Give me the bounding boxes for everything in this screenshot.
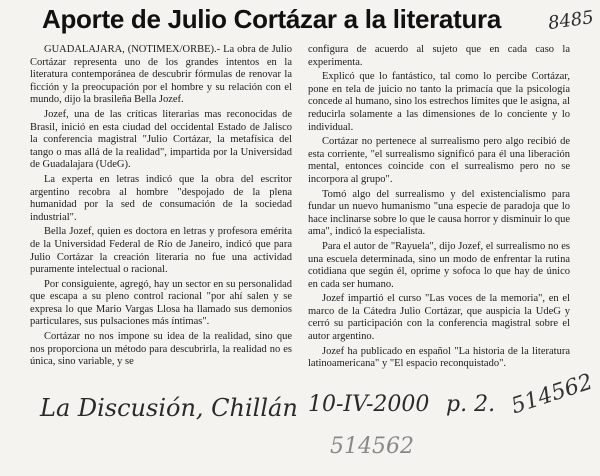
paragraph: Jozef ha publicado en español "La historia de la literatura latinoamericana" y "El espacio reconquistado". [308, 345, 570, 370]
paragraph: Para el autor de "Rayuela", dijo Jozef, el surrealismo no es una escuela determinada, sino un modo de enfrentar la rutina cotidiana que según él, oprime y sofoca lo que hay de único en cada ser humano. [308, 240, 570, 290]
paragraph: La experta en letras indicó que la obra del escritor argentino recobra al hombre "despojado de la plena humanidad por la sed de consumación de la sociedad industrial". [30, 173, 292, 223]
article-column-right [308, 44, 570, 373]
paragraph: Por consiguiente, agregó, hay un sector en su personalidad que escapa a su pleno control racional "por ahí salen y se expresa lo que Mario Vargas Llosa ha llamado sus demonios particulares, sus pulsaciones más íntimas". [30, 278, 292, 328]
handwritten-source: La Discusión, Chillán [40, 394, 298, 422]
handwritten-date: 10-IV-2000 [308, 392, 430, 417]
paragraph: Cortázar no pertenece al surrealismo pero algo recibió de esta corriente, "el surrealismo significó para él una liberación mental, entonces coincide con el surrealismo pero no se incorpora al grupo". [308, 136, 570, 185]
handwritten-page: p. 2. [446, 392, 496, 417]
article-headline: Aporte de Julio Cortázar a la literatura [42, 4, 502, 34]
paragraph: Cortázar no nos impone su idea de la realidad, sino que nos proporciona un método para descubrirla, la realidad no es única, sino variable, y se [30, 331, 292, 368]
paragraph: Jozef impartió el curso "Las voces de la memoria", en el marco de la Cátedra Julio Cortázar, que auspicia la UdeG y cerró su participación con la conferencia magistral sobre el autor argentino. [308, 293, 570, 343]
paragraph: Tomó algo del surrealismo y del existencialismo para fundar un nuevo humanismo "una especie de paradoja que lo hace inclinarse sobre lo que le causa horror y disminuir lo que ama", indicó la especialista. [308, 188, 570, 238]
paragraph: Bella Jozef, quien es doctora en letras y profesora emérita de la Universidad Federal de Río de Janeiro, indicó que para Julio Cortázar la creación literaria no fue una actividad puramente intelectual o racional. [30, 226, 292, 276]
handwritten-number-corner: 514562 [508, 369, 596, 420]
paragraph: GUADALAJARA, (NOTIMEX/ORBE).- La obra de Julio Cortázar representa uno de los grandes intentos en la literatura contemporánea de descubrir fórmulas de renovar la ficción y la preocupación por el hombre y su relación con el mundo, dijo la brasileña Bella Jozef. [30, 44, 292, 106]
article-column-left [30, 44, 292, 371]
paragraph: Jozef, una de las críticas literarias mas reconocidas de Brasil, inició en esta ciudad del occidental Estado de Jalisco la conferencia magistral "Julio Cortázar, la metafísica del tango o mas allá de la realidad", impartida por la Universidad de Guadalajara (UdeG). [30, 108, 292, 171]
paragraph: Explicó que lo fantástico, tal como lo percibe Cortázar, pone en tela de juicio no tanto la primacía que la psicología concede al humano, sino los estrechos límites que le asigna, al reducirla solamente a las dimensiones de lo conciente y lo individual. [308, 71, 570, 133]
paragraph: configura de acuerdo al sujeto que en cada caso la experimenta. [308, 44, 570, 68]
handwritten-number-top: 8485 [546, 6, 596, 35]
handwritten-number-bottom: 514562 [330, 434, 414, 459]
